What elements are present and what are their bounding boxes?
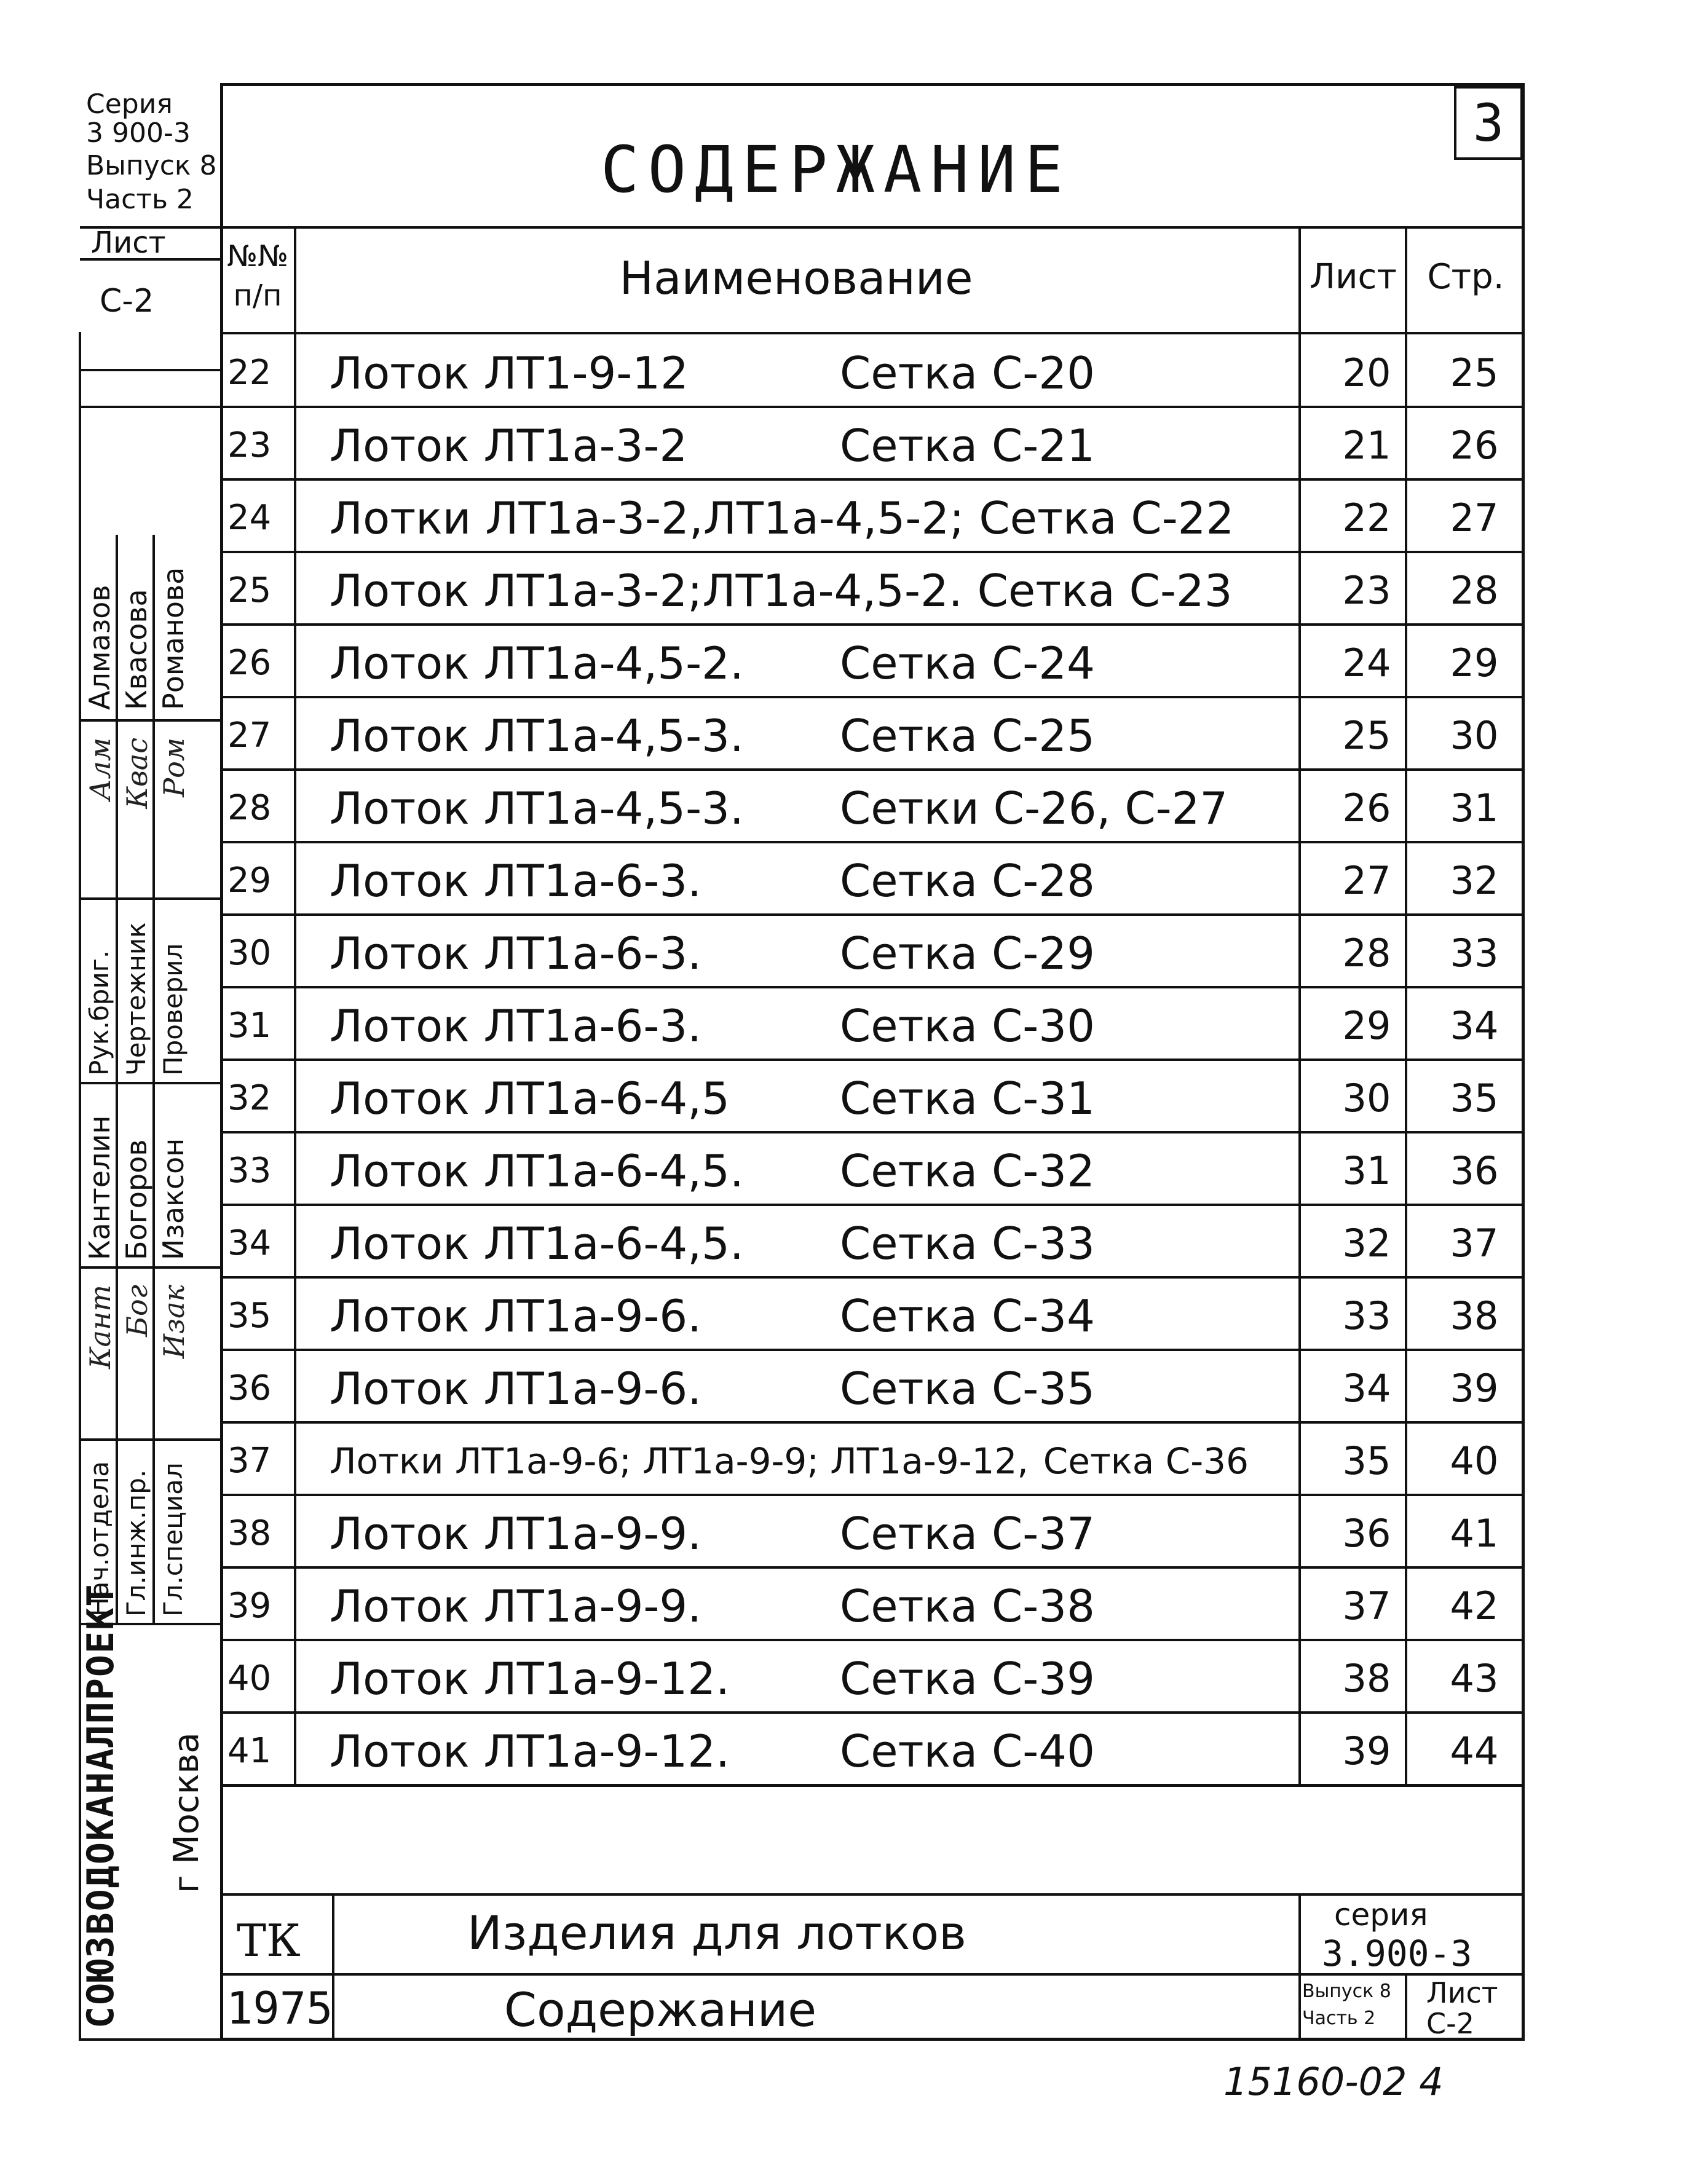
tb-code: ТК <box>237 1915 301 1966</box>
tb-series-label: серия <box>1334 1897 1428 1933</box>
row-name-tray: Лоток ЛТ1а-4,5-3. <box>330 783 744 834</box>
surname-kantelin: Кантелин <box>83 1115 116 1260</box>
row-divider <box>220 1058 1525 1061</box>
row-name-tray: Лоток ЛТ1а-6-3. <box>330 928 702 979</box>
table-row <box>220 1280 1525 1352</box>
row-name-mesh: Сетка С-33 <box>840 1218 1095 1269</box>
row-page: 37 <box>1450 1221 1499 1266</box>
row-divider <box>220 1711 1525 1714</box>
row-sheet: 38 <box>1342 1656 1391 1701</box>
tb-series-value: 3.900-3 <box>1322 1933 1472 1974</box>
row-number: 30 <box>227 933 272 973</box>
row-name <box>330 917 1313 990</box>
row-name <box>330 1715 1313 1788</box>
row-page: 26 <box>1450 423 1499 468</box>
row-divider <box>220 768 1525 771</box>
row-page: 43 <box>1450 1656 1499 1701</box>
row-name <box>330 1425 1313 1497</box>
row-name-mesh: Сетка С-21 <box>840 420 1095 471</box>
row-name <box>330 845 1313 917</box>
row-name <box>330 1352 1313 1425</box>
row-name <box>330 1135 1313 1207</box>
row-name-mesh: Сетка С-38 <box>840 1580 1095 1632</box>
row-name <box>330 1280 1313 1352</box>
row-name-mesh: Сетка С-32 <box>840 1145 1095 1197</box>
row-name-mesh: Сетка С-29 <box>840 928 1095 979</box>
row-name <box>330 482 1313 554</box>
signature-3: Ром <box>157 738 191 797</box>
row-page: 32 <box>1450 858 1499 903</box>
row-divider <box>220 1784 1525 1786</box>
signature-1: Алм <box>84 738 117 801</box>
row-sheet: 29 <box>1342 1003 1391 1048</box>
row-divider <box>220 696 1525 698</box>
row-name-mesh: Сетка С-40 <box>840 1725 1095 1777</box>
table-row <box>220 482 1525 554</box>
row-name <box>330 772 1313 845</box>
signature-2: Квас <box>121 738 154 809</box>
row-sheet: 37 <box>1342 1583 1391 1628</box>
row-name-tray: Лоток ЛТ1а-4,5-3. <box>330 710 744 762</box>
surname-romanova: Романова <box>157 567 190 710</box>
margin-series-value: 3 900-3 <box>86 117 191 149</box>
row-name-mesh: Сетка С-23 <box>977 565 1233 617</box>
signature-6: Изак <box>157 1285 191 1359</box>
row-name-mesh: Сетка С-28 <box>840 855 1095 907</box>
header-page: Стр. <box>1427 257 1504 297</box>
row-name-mesh: Сетка С-31 <box>840 1073 1095 1124</box>
org-city: г Москва <box>167 1732 207 1893</box>
row-name-tray: Лоток ЛТ1а-4,5-2. <box>330 637 744 689</box>
row-name-tray: Лоток ЛТ1а-9-9. <box>330 1580 702 1632</box>
page-number: 3 <box>1454 86 1523 160</box>
row-name <box>330 1207 1313 1280</box>
role-gl-inzh: Гл.инж.пр. <box>121 1469 151 1617</box>
row-number: 33 <box>227 1151 272 1191</box>
row-sheet: 20 <box>1342 350 1391 395</box>
row-name-mesh: Сетка С-22 <box>979 492 1235 544</box>
row-name-tray: Лоток ЛТ1а-3-2;ЛТ1а-4,5-2. <box>330 565 963 617</box>
row-name <box>330 1062 1313 1135</box>
row-divider <box>220 1566 1525 1569</box>
role-gl-spec: Гл.специал <box>158 1462 188 1617</box>
row-name-tray: Лоток ЛТ1а-6-3. <box>330 1000 702 1052</box>
table-row <box>220 917 1525 990</box>
table-row <box>220 700 1525 772</box>
row-page: 44 <box>1450 1729 1499 1773</box>
row-sheet: 36 <box>1342 1511 1391 1556</box>
row-number: 39 <box>227 1586 272 1626</box>
header-sheet: Лист <box>1310 257 1397 297</box>
row-name-tray: Лотки ЛТ1а-3-2,ЛТ1а-4,5-2; <box>330 492 965 544</box>
row-divider <box>220 1349 1525 1351</box>
row-name-mesh: Сетка С-30 <box>840 1000 1095 1052</box>
tb-sheet-value: С-2 <box>1426 2007 1474 2040</box>
document-title: СОДЕРЖАНИЕ <box>600 132 1072 207</box>
surname-almazov: Алмазов <box>83 585 116 710</box>
role-nach-otdela: Нач.отдела <box>84 1461 114 1617</box>
table-row <box>220 337 1525 409</box>
row-page: 42 <box>1450 1583 1499 1628</box>
footer-code: 15160-02 4 <box>1223 2059 1444 2104</box>
row-page: 25 <box>1450 350 1499 395</box>
row-sheet: 22 <box>1342 495 1391 540</box>
row-name <box>330 409 1313 482</box>
row-sheet: 33 <box>1342 1293 1391 1338</box>
row-number: 24 <box>227 498 272 538</box>
row-name-mesh: Сетка С-34 <box>840 1290 1095 1342</box>
row-name-mesh: Сетка С-20 <box>840 347 1095 399</box>
row-name-tray: Лотки ЛТ1а-9-6; ЛТ1а-9-9; ЛТ1а-9-12, <box>330 1440 1029 1482</box>
surname-izakson: Изаксон <box>157 1138 190 1260</box>
row-name-tray: Лоток ЛТ1а-9-6. <box>330 1363 702 1414</box>
row-name <box>330 1570 1313 1642</box>
row-divider <box>220 1204 1525 1206</box>
row-number: 25 <box>227 570 272 610</box>
row-number: 31 <box>227 1006 272 1046</box>
row-name-mesh: Сетка С-35 <box>840 1363 1095 1414</box>
table-row <box>220 1497 1525 1570</box>
row-name <box>330 554 1313 627</box>
row-name <box>330 627 1313 700</box>
row-name <box>330 700 1313 772</box>
row-number: 32 <box>227 1078 272 1118</box>
row-sheet: 25 <box>1342 713 1391 758</box>
row-sheet: 34 <box>1342 1366 1391 1411</box>
row-page: 30 <box>1450 713 1499 758</box>
surname-bogorov: Богоров <box>120 1139 153 1260</box>
row-sheet: 32 <box>1342 1221 1391 1266</box>
row-divider <box>220 623 1525 626</box>
org-name: СОЮЗВОДОКАНАЛПРОЕКТ <box>79 1583 122 2028</box>
row-number: 22 <box>227 353 272 393</box>
row-name-tray: Лоток ЛТ1а-6-4,5. <box>330 1218 744 1269</box>
table-row <box>220 1425 1525 1497</box>
table-row <box>220 1062 1525 1135</box>
row-page: 39 <box>1450 1366 1499 1411</box>
row-divider <box>220 1421 1525 1424</box>
row-number: 27 <box>227 716 272 755</box>
table-row <box>220 409 1525 482</box>
margin-sheet-value: С-2 <box>100 283 154 320</box>
row-page: 38 <box>1450 1293 1499 1338</box>
row-page: 27 <box>1450 495 1499 540</box>
row-name-tray: Лоток ЛТ1-9-12 <box>330 347 689 399</box>
table-row <box>220 990 1525 1062</box>
row-name-mesh: Сетки С-26, С-27 <box>840 783 1228 834</box>
row-divider <box>220 913 1525 916</box>
row-name-tray: Лоток ЛТ1а-6-4,5 <box>330 1073 730 1124</box>
table-row <box>220 627 1525 700</box>
row-name-tray: Лоток ЛТ1а-9-6. <box>330 1290 702 1342</box>
row-page: 34 <box>1450 1003 1499 1048</box>
tb-year: 1975 <box>226 1982 333 2034</box>
row-sheet: 31 <box>1342 1148 1391 1193</box>
row-sheet: 26 <box>1342 786 1391 830</box>
row-sheet: 35 <box>1342 1438 1391 1483</box>
table-row <box>220 1352 1525 1425</box>
row-name-tray: Лоток ЛТ1а-9-12. <box>330 1725 730 1777</box>
row-number: 35 <box>227 1296 272 1336</box>
row-name-tray: Лоток ЛТ1а-9-9. <box>330 1508 702 1559</box>
row-number: 40 <box>227 1658 272 1698</box>
signature-4: Кант <box>84 1285 117 1369</box>
tb-product: Изделия для лотков <box>467 1906 966 1960</box>
row-number: 29 <box>227 861 272 901</box>
row-number: 23 <box>227 425 272 465</box>
row-page: 29 <box>1450 641 1499 685</box>
row-divider <box>220 841 1525 843</box>
row-name-mesh: Сетка С-39 <box>840 1653 1095 1705</box>
header-name: Наименование <box>619 252 973 305</box>
row-page: 35 <box>1450 1076 1499 1121</box>
row-divider <box>220 1131 1525 1133</box>
row-name-mesh: Сетка С-25 <box>840 710 1095 762</box>
row-divider <box>220 551 1525 553</box>
row-divider <box>220 1494 1525 1496</box>
row-name <box>330 337 1313 409</box>
row-divider <box>220 1276 1525 1279</box>
tb-doc-name: Содержание <box>504 1982 816 2037</box>
row-sheet: 23 <box>1342 568 1391 613</box>
table-row <box>220 1715 1525 1788</box>
row-sheet: 30 <box>1342 1076 1391 1121</box>
table-row <box>220 1570 1525 1642</box>
tb-issue-part: Выпуск 8 Часть 2 <box>1302 1981 1391 2029</box>
row-page: 40 <box>1450 1438 1499 1483</box>
row-page: 33 <box>1450 931 1499 976</box>
row-page: 41 <box>1450 1511 1499 1556</box>
row-name <box>330 1497 1313 1570</box>
row-number: 37 <box>227 1441 272 1481</box>
role-ruk-brig: Рук.бриг. <box>84 950 114 1076</box>
header-no: №№ п/п <box>227 239 288 313</box>
tb-sheet-label: Лист <box>1426 1976 1498 2009</box>
row-name-mesh: Сетка С-24 <box>840 637 1095 689</box>
row-page: 36 <box>1450 1148 1499 1193</box>
surname-kvasova: Квасова <box>120 589 153 710</box>
row-sheet: 27 <box>1342 858 1391 903</box>
table-row <box>220 1642 1525 1715</box>
table-row <box>220 1135 1525 1207</box>
row-divider <box>220 1639 1525 1641</box>
margin-series-label: Серия <box>86 89 173 120</box>
row-sheet: 24 <box>1342 641 1391 685</box>
row-sheet: 21 <box>1342 423 1391 468</box>
margin-issue-label: Выпуск 8 <box>86 150 217 181</box>
row-page: 31 <box>1450 786 1499 830</box>
row-divider <box>220 406 1525 408</box>
row-number: 36 <box>227 1368 272 1408</box>
table-row <box>220 845 1525 917</box>
row-number: 28 <box>227 788 272 828</box>
table-row <box>220 554 1525 627</box>
row-name-tray: Лоток ЛТ1а-6-3. <box>330 855 702 907</box>
row-number: 38 <box>227 1513 272 1553</box>
row-divider <box>220 986 1525 988</box>
row-name <box>330 1642 1313 1715</box>
row-sheet: 28 <box>1342 931 1391 976</box>
role-chertezhnik: Чертежник <box>121 922 151 1076</box>
row-page: 28 <box>1450 568 1499 613</box>
row-name-tray: Лоток ЛТ1а-3-2 <box>330 420 688 471</box>
row-divider <box>220 478 1525 481</box>
margin-sheet-label: Лист <box>91 226 166 260</box>
table-row <box>220 772 1525 845</box>
signature-5: Бог <box>121 1285 154 1337</box>
table-row <box>220 1207 1525 1280</box>
role-proveril: Проверил <box>158 943 188 1076</box>
row-number: 41 <box>227 1731 272 1771</box>
margin-part-label: Часть 2 <box>86 184 194 215</box>
row-name-mesh: Сетка С-36 <box>1043 1440 1249 1482</box>
row-number: 34 <box>227 1223 272 1263</box>
row-name-tray: Лоток ЛТ1а-9-12. <box>330 1653 730 1705</box>
row-number: 26 <box>227 643 272 683</box>
row-name <box>330 990 1313 1062</box>
row-name-tray: Лоток ЛТ1а-6-4,5. <box>330 1145 744 1197</box>
row-sheet: 39 <box>1342 1729 1391 1773</box>
row-name-mesh: Сетка С-37 <box>840 1508 1095 1559</box>
